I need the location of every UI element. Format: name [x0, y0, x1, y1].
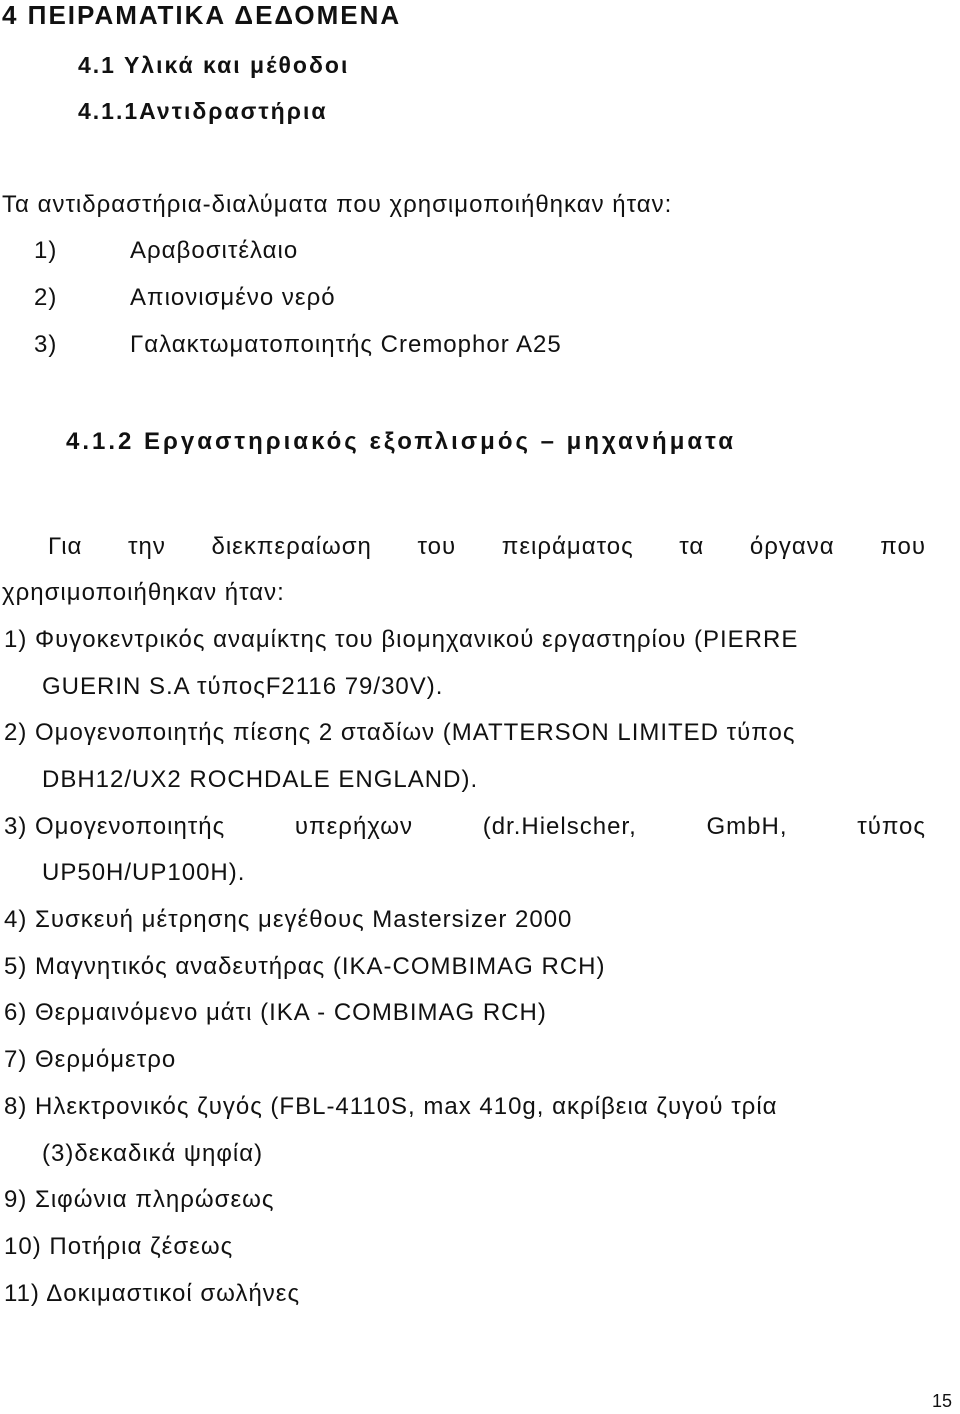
reagent-item-number: 3)	[34, 331, 58, 358]
equipment-item-11: 11) Δοκιμαστικοί σωλήνες	[4, 1280, 301, 1307]
intro-word: τα	[679, 533, 705, 560]
item3-word: τύπος	[857, 813, 926, 840]
equipment-item-10: 10) Ποτήρια ζέσεως	[4, 1233, 234, 1260]
item3-word: (dr.Hielscher,	[482, 813, 637, 840]
page-number: 15	[931, 1391, 952, 1411]
intro-word: του	[417, 533, 457, 560]
reagent-item-number: 1)	[34, 237, 58, 264]
reagent-item-text: Γαλακτωματοποιητής Cremophor A25	[130, 331, 562, 358]
equipment-item-8-cont: (3)δεκαδικά ψηφία)	[42, 1140, 264, 1167]
intro-word: Για	[48, 533, 83, 560]
reagents-intro: Τα αντιδραστήρια-διαλύματα που χρησιμοποιήθηκαν ήταν:	[2, 191, 673, 218]
equipment-item-1-cont: GUERIN S.A τύποςF2116 79/30V).	[42, 673, 444, 700]
reagent-item-text: Αραβοσιτέλαιο	[130, 237, 299, 264]
equipment-item-7: 7) Θερμόμετρο	[4, 1046, 177, 1073]
intro-word: όργανα	[749, 533, 835, 560]
equipment-item-9: 9) Σιφώνια πληρώσεως	[4, 1186, 275, 1213]
intro-word: την	[128, 533, 166, 560]
equipment-item-1: 1) Φυγοκεντρικός αναμίκτης του βιομηχανικού εργαστηρίου (PIERRE	[4, 626, 799, 653]
equipment-item-3-cont: UP50H/UP100H).	[42, 859, 246, 886]
equipment-item-2-cont: DBH12/UX2 ROCHDALE ENGLAND).	[42, 766, 479, 793]
equipment-intro-line2: χρησιμοποιήθηκαν ήταν:	[2, 579, 285, 606]
reagent-item-number: 2)	[34, 284, 58, 311]
section-heading: 4.1 Υλικά και μέθοδοι	[78, 52, 350, 78]
equipment-item-4: 4) Συσκευή μέτρησης μεγέθους Mastersizer 2000	[4, 906, 573, 933]
item3-word: GmbH,	[706, 813, 788, 840]
equipment-item-8: 8) Ηλεκτρονικός ζυγός (FBL-4110S, max 410g, ακρίβεια ζυγού τρία	[4, 1093, 778, 1120]
equipment-item-2: 2) Ομογενοποιητής πίεσης 2 σταδίων (MATTERSON LIMITED τύπος	[4, 719, 796, 746]
item3-word: 3) Ομογενοποιητής	[4, 813, 226, 840]
equipment-item-6: 6) Θερμαινόμενο μάτι (IKA - COMBIMAG RCH)	[4, 999, 547, 1026]
reagent-item-text: Απιονισμένο νερό	[130, 284, 336, 311]
subsection-heading-reagents: 4.1.1Αντιδραστήρια	[78, 98, 328, 124]
intro-word: διεκπεραίωση	[211, 533, 372, 560]
subsection-heading-equipment: 4.1.2 Εργαστηριακός εξοπλισμός – μηχανήματα	[66, 428, 736, 455]
intro-word: που	[880, 533, 926, 560]
equipment-item-5: 5) Μαγνητικός αναδευτήρας (IKA-COMBIMAG RCH)	[4, 953, 606, 980]
intro-word: πειράματος	[501, 533, 634, 560]
item3-word: υπερήχων	[294, 813, 413, 840]
equipment-intro-line1	[48, 532, 926, 562]
chapter-heading: 4 ΠΕΙΡΑΜΑΤΙΚΑ ΔΕΔΟΜΕΝΑ	[2, 0, 402, 30]
equipment-item-3	[4, 812, 926, 842]
